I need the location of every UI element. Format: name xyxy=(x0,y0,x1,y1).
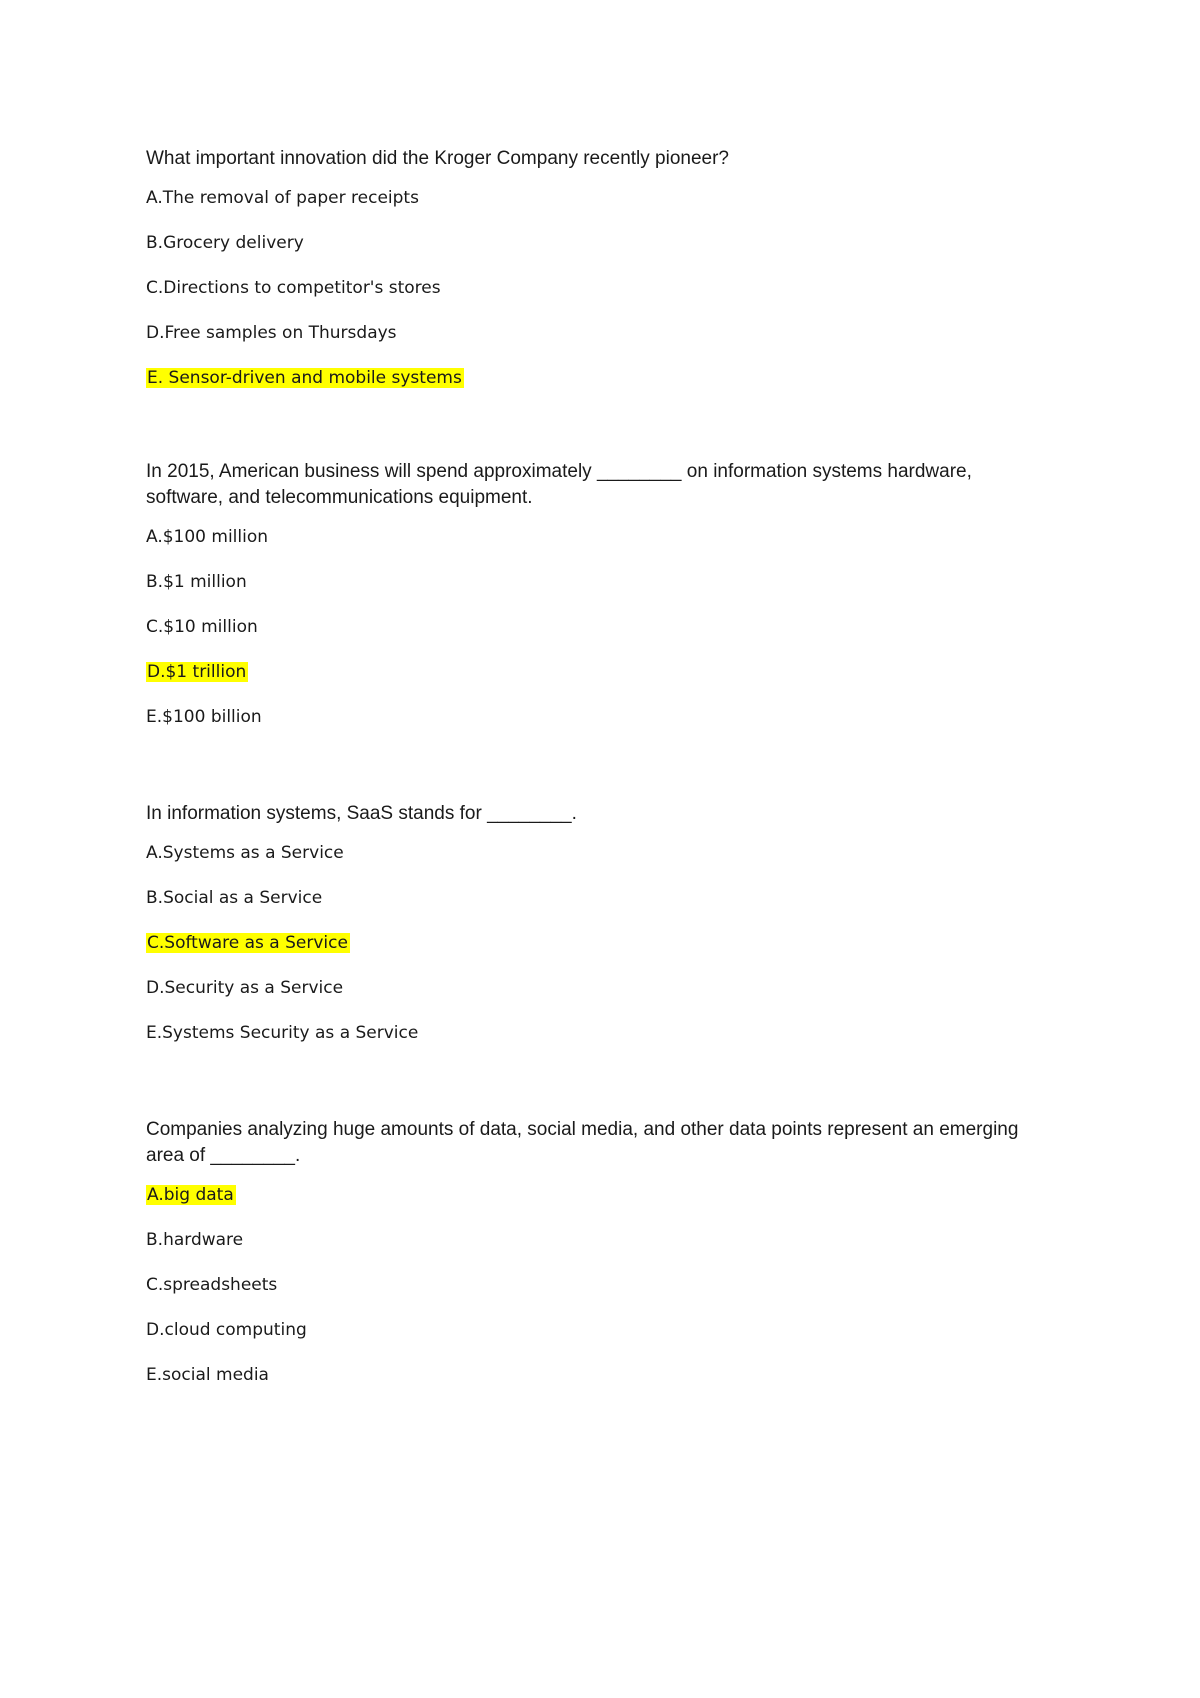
option-label: C.Directions to competitor's stores xyxy=(146,278,441,298)
answer-option xyxy=(146,976,1046,1000)
answer-option-highlighted xyxy=(146,660,1046,684)
option-label: E.social media xyxy=(146,1365,269,1385)
option-label: D.cloud computing xyxy=(146,1320,307,1340)
option-label: A.big data xyxy=(147,1185,234,1205)
answer-options xyxy=(146,525,1046,729)
option-label: C.$10 million xyxy=(146,617,258,637)
option-label: D.Free samples on Thursdays xyxy=(146,323,397,343)
answer-options xyxy=(146,186,1046,390)
option-label: E.Systems Security as a Service xyxy=(146,1023,419,1043)
answer-option xyxy=(146,1363,1046,1387)
option-label: D.$1 trillion xyxy=(147,662,247,682)
answer-option-highlighted xyxy=(146,366,1046,390)
option-label: A.The removal of paper receipts xyxy=(146,188,419,208)
question-text: Companies analyzing huge amounts of data, social media, and other data points represent an emerging area of ________. xyxy=(146,1119,1019,1166)
question-block-1 xyxy=(146,146,1046,390)
answer-option xyxy=(146,231,1046,255)
option-label: C.spreadsheets xyxy=(146,1275,278,1295)
answer-option xyxy=(146,1273,1046,1297)
option-label: A.Systems as a Service xyxy=(146,843,344,863)
option-label: B.hardware xyxy=(146,1230,244,1250)
answer-options xyxy=(146,841,1046,1045)
answer-option xyxy=(146,615,1046,639)
option-label: E. Sensor-driven and mobile systems xyxy=(147,368,462,388)
answer-option xyxy=(146,886,1046,910)
answer-option xyxy=(146,1021,1046,1045)
question-text: In 2015, American business will spend approximately ________ on information systems hardware, software, and telecommunications equipment. xyxy=(146,461,972,508)
answer-option xyxy=(146,705,1046,729)
answer-option xyxy=(146,841,1046,865)
answer-option xyxy=(146,1318,1046,1342)
answer-option xyxy=(146,1228,1046,1252)
question-block-4 xyxy=(146,1117,1046,1387)
question-block-2 xyxy=(146,459,1046,729)
answer-option-highlighted xyxy=(146,1183,1046,1207)
option-label: B.$1 million xyxy=(146,572,247,592)
answer-option xyxy=(146,525,1046,549)
option-label: C.Software as a Service xyxy=(147,933,348,953)
question-block-3 xyxy=(146,801,1046,1045)
option-label: E.$100 billion xyxy=(146,707,262,727)
option-label: A.$100 million xyxy=(146,527,269,547)
answer-option xyxy=(146,186,1046,210)
answer-options xyxy=(146,1183,1046,1387)
answer-option xyxy=(146,321,1046,345)
option-label: D.Security as a Service xyxy=(146,978,344,998)
option-label: B.Grocery delivery xyxy=(146,233,304,253)
question-text: In information systems, SaaS stands for ________. xyxy=(146,803,577,824)
answer-option xyxy=(146,570,1046,594)
answer-option-highlighted xyxy=(146,931,1046,955)
option-label: B.Social as a Service xyxy=(146,888,323,908)
question-text: What important innovation did the Kroger Company recently pioneer? xyxy=(146,148,729,169)
answer-option xyxy=(146,276,1046,300)
